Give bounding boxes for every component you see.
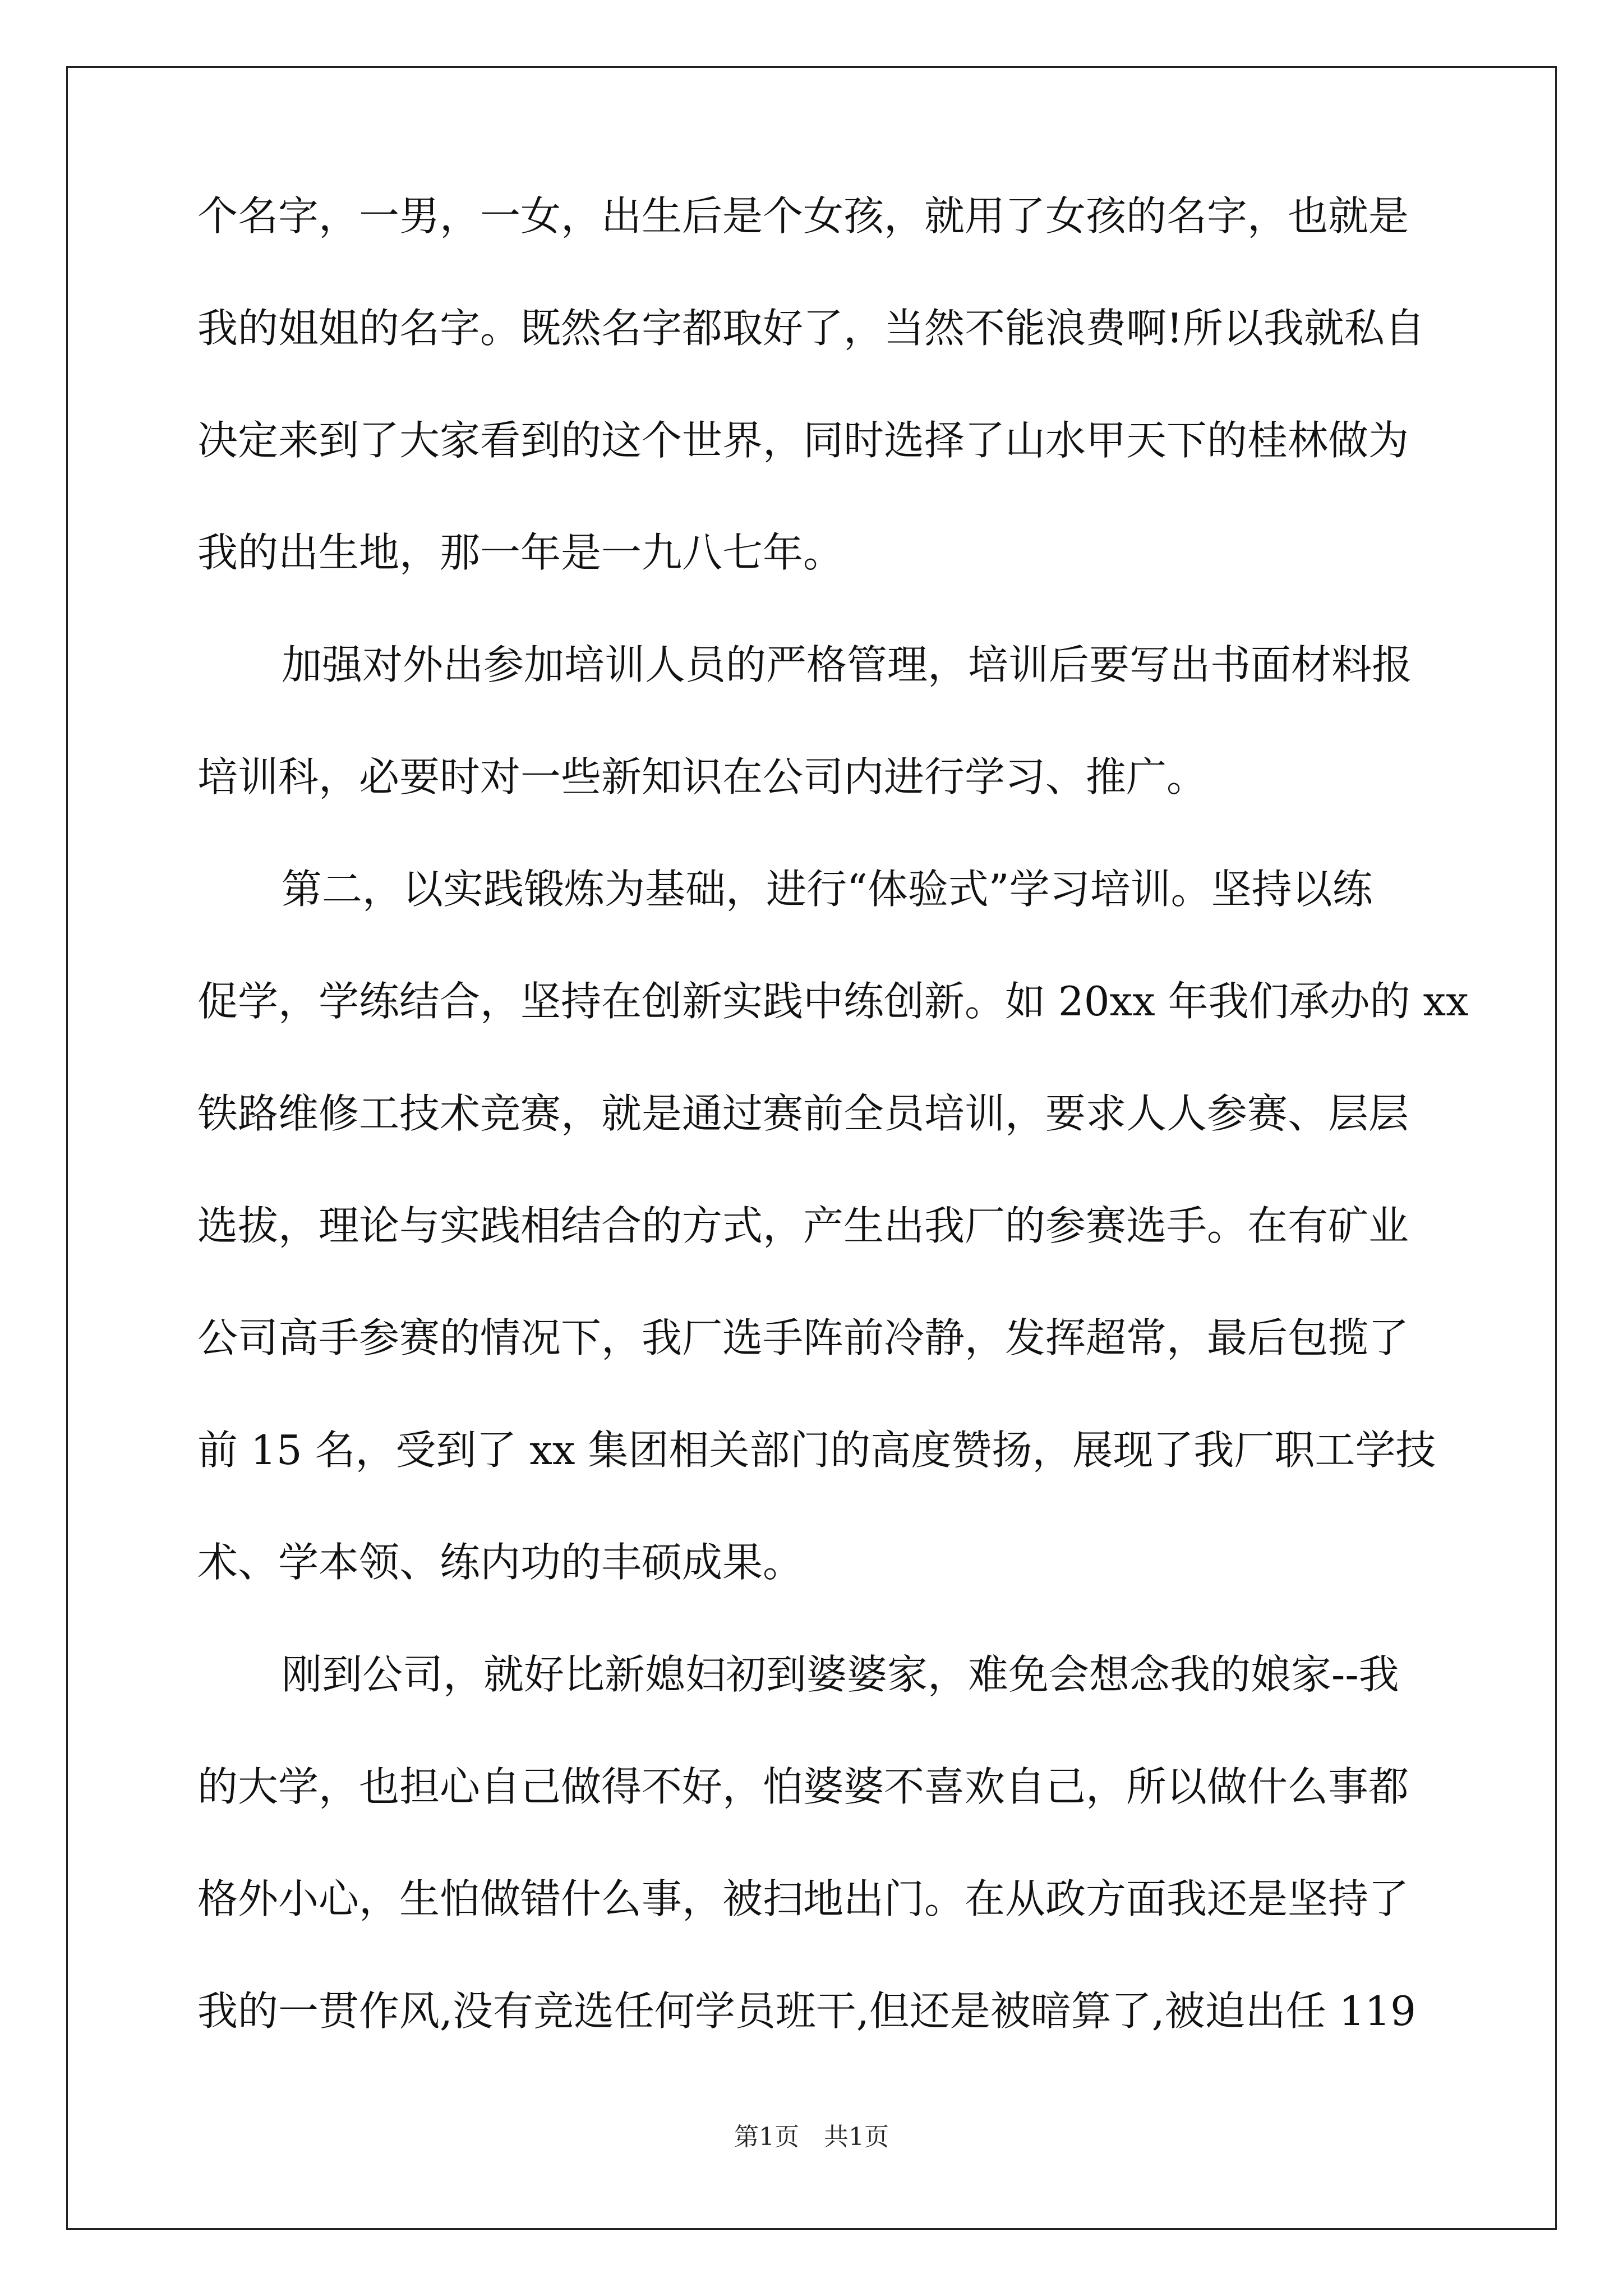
text-line: 我的姐姐的名字。既然名字都取好了，当然不能浪费啊!所以我就私自	[197, 305, 1425, 352]
text-line: 格外小心，生怕做错什么事，被扫地出门。在从政方面我还是坚持了	[197, 1875, 1409, 1922]
text-line: 术、学本领、练内功的丰硕成果。	[197, 1539, 804, 1586]
text-line: 决定来到了大家看到的这个世界，同时选择了山水甲天下的桂林做为	[197, 417, 1409, 464]
text-line: 铁路维修工技术竞赛，就是通过赛前全员培训，要求人人参赛、层层	[197, 1090, 1409, 1137]
text-line: 公司高手参赛的情况下，我厂选手阵前冷静，发挥超常，最后包揽了	[197, 1314, 1409, 1361]
paragraph-first-line: 刚到公司，就好比新媳妇初到婆婆家，难免会想念我的娘家--我	[282, 1651, 1399, 1698]
text-line: 前 15 名，受到了 xx 集团相关部门的高度赞扬，展现了我厂职工学技	[197, 1427, 1436, 1474]
text-line: 我的出生地，那一年是一九八七年。	[197, 529, 844, 576]
page-number-footer: 第1页 共1页	[734, 2123, 889, 2151]
paragraph-first-line: 第二，以实践锻炼为基础，进行“体验式”学习培训。坚持以练	[282, 866, 1373, 913]
text-line: 的大学，也担心自己做得不好，怕婆婆不喜欢自己，所以做什么事都	[197, 1763, 1409, 1810]
text-line: 选拔，理论与实践相结合的方式，产生出我厂的参赛选手。在有矿业	[197, 1202, 1409, 1249]
text-line: 培训科，必要时对一些新知识在公司内进行学习、推广。	[197, 753, 1207, 800]
text-line: 个名字，一男，一女，出生后是个女孩，就用了女孩的名字，也就是	[197, 192, 1409, 240]
text-line: 我的一贯作风,没有竞选任何学员班干,但还是被暗算了,被迫出任 119	[197, 1987, 1416, 2035]
text-line: 促学，学练结合，坚持在创新实践中练创新。如 20xx 年我们承办的 xx	[197, 978, 1469, 1025]
paragraph-first-line: 加强对外出参加培训人员的严格管理，培训后要写出书面材料报	[282, 641, 1413, 688]
